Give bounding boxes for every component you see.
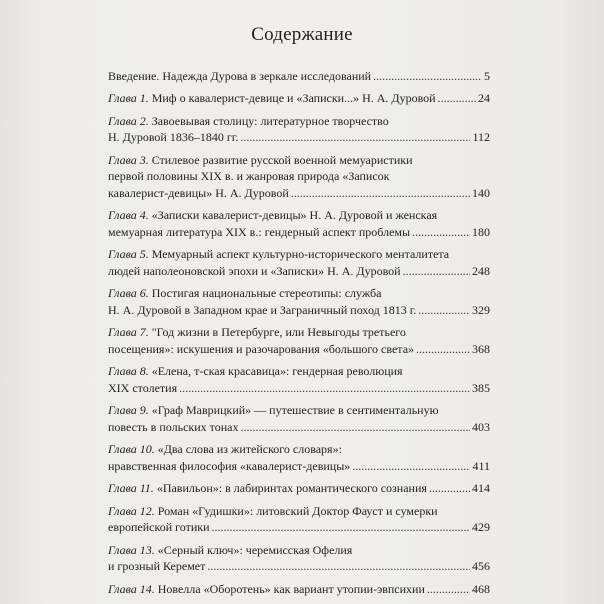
table-of-contents	[108, 68, 490, 603]
toc-entry	[108, 324, 490, 357]
chapter-label: Глава 11.	[108, 481, 154, 496]
entry-title-text: «Серный ключ»: черемисская Офелия	[154, 542, 353, 557]
chapter-label: Глава 10.	[108, 442, 155, 457]
toc-entry-line	[108, 324, 490, 341]
page-number: 456	[472, 559, 490, 574]
toc-entry-line	[108, 207, 490, 224]
chapter-label: Глава 2.	[108, 113, 149, 128]
dot-leader	[427, 581, 470, 598]
dot-leader	[352, 458, 470, 475]
entry-title-text: Завоевывая столицу: литературное творчество	[148, 113, 389, 128]
toc-entry	[108, 441, 490, 474]
page-number: 248	[472, 263, 490, 278]
dot-leader	[438, 90, 476, 107]
toc-entry-line	[108, 185, 490, 202]
entry-title-text: XIX столетия	[108, 380, 178, 395]
toc-entry	[108, 480, 490, 497]
entry-title-text: мемуарная литература XIX в.: гендерный аспект проблемы	[108, 224, 411, 239]
entry-title-text: европейской готики	[108, 520, 210, 535]
entry-title-text: Новелла «Оборотень» как вариант утопии-эвпсихии	[154, 581, 425, 596]
toc-entry-line	[108, 263, 490, 280]
page-number: 368	[472, 341, 490, 356]
chapter-label: Глава 5.	[108, 247, 149, 262]
entry-title-text: посещения»: искушения и разочарования «большого света»	[108, 341, 415, 356]
entry-title-text: «Граф Маврицкий» — путешествие в сентиментальную	[148, 403, 439, 418]
entry-title-text: Роман «Гудишки»: литовский Доктор Фауст и сумерки	[154, 503, 438, 518]
page-title: Содержание	[251, 24, 353, 45]
toc-entry-line	[108, 558, 490, 575]
dot-leader	[418, 302, 470, 319]
toc-entry-line	[108, 480, 490, 497]
toc-entry-line	[108, 341, 490, 358]
entry-title-text: людей наполеоновской эпохи и «Записки» Н. А. Дуровой	[108, 263, 401, 278]
chapter-label: Глава 3.	[108, 152, 149, 167]
toc-entry-line	[108, 224, 490, 241]
entry-title-text: повесть в польских тонах	[108, 419, 239, 434]
toc-entry	[108, 581, 490, 598]
entry-title-text: Н. А. Дуровой в Западном крае и Заграничный поход 1813 г.	[108, 302, 417, 317]
toc-entry-line	[108, 285, 490, 302]
toc-entry-line	[108, 380, 490, 397]
toc-entry-line	[108, 68, 490, 85]
entry-title-text: Миф о кавалерист-девице и «Записки...» Н. А. Дуровой	[148, 91, 436, 106]
toc-entry	[108, 152, 490, 202]
chapter-label: Глава 13.	[108, 542, 155, 557]
dot-leader	[291, 185, 470, 202]
toc-entry	[108, 363, 490, 396]
entry-title-text: «Павильон»: в лабиринтах романтического сознания	[153, 481, 427, 496]
page-number: 468	[472, 581, 490, 596]
entry-title-text: и грозный Керемет	[108, 559, 206, 574]
toc-entry	[108, 90, 490, 107]
chapter-label: Глава 4.	[108, 208, 149, 223]
toc-entry-line	[108, 113, 490, 130]
entry-title-text: Н. Дуровой 1836–1840 гг.	[108, 130, 239, 145]
chapter-label: Глава 14.	[108, 581, 155, 596]
toc-entry-line	[108, 246, 490, 263]
toc-entry-line	[108, 419, 490, 436]
dot-leader	[207, 558, 470, 575]
page-number: 403	[472, 419, 490, 434]
toc-entry	[108, 207, 490, 240]
dot-leader	[212, 519, 470, 536]
entry-title-text: "Год жизни в Петербурге, или Невыгоды третьего	[148, 325, 406, 340]
entry-title-text: первой половины XIX в. и жанровая природа «Записок	[108, 169, 390, 184]
toc-entry-line	[108, 363, 490, 380]
toc-entry-line	[108, 441, 490, 458]
toc-entry	[108, 246, 490, 279]
dot-leader	[373, 68, 482, 85]
entry-title-text: Стилевое развитие русской военной мемуаристики	[148, 152, 413, 167]
dot-leader	[403, 263, 470, 280]
page-number: 385	[472, 380, 490, 395]
chapter-label: Глава 6.	[108, 286, 149, 301]
chapter-label: Глава 12.	[108, 503, 155, 518]
toc-entry-line	[108, 503, 490, 520]
toc-entry-line	[108, 152, 490, 169]
page-number: 140	[472, 185, 490, 200]
page-number: 414	[472, 481, 490, 496]
toc-entry	[108, 68, 490, 85]
dot-leader	[416, 341, 470, 358]
entry-title-text: Введение. Надежда Дурова в зеркале исследований	[108, 69, 372, 83]
chapter-label: Глава 1.	[108, 91, 149, 106]
toc-entry	[108, 285, 490, 318]
toc-entry	[108, 402, 490, 435]
entry-title-text: «Записки кавалерист-девицы» Н. А. Дуровой и женская	[148, 208, 438, 223]
dot-leader	[179, 380, 470, 397]
dot-leader	[241, 419, 471, 436]
chapter-label: Глава 9.	[108, 403, 149, 418]
toc-entry-line	[108, 168, 490, 185]
dot-leader	[429, 480, 470, 497]
toc-entry-line	[108, 402, 490, 419]
chapter-label: Глава 7.	[108, 325, 149, 340]
toc-entry-line	[108, 129, 490, 146]
entry-title-text: Постигая национальные стереотипы: служба	[148, 286, 382, 301]
dot-leader	[240, 129, 470, 146]
toc-entry	[108, 503, 490, 536]
entry-title-text: «Два слова из житейского словаря»:	[154, 442, 342, 457]
entry-title-text: Мемуарный аспект культурно-исторического менталитета	[148, 247, 450, 262]
page-number: 180	[472, 224, 490, 239]
toc-entry-line	[108, 458, 490, 475]
entry-title-text: нравственная философия «кавалерист-девицы»	[108, 458, 351, 473]
page-number: 24	[478, 91, 490, 106]
toc-entry-line	[108, 519, 490, 536]
dot-leader	[412, 224, 470, 241]
page-number: 5	[484, 69, 490, 83]
toc-entry-line	[108, 90, 490, 107]
toc-entry-line	[108, 542, 490, 559]
toc-entry-line	[108, 581, 490, 598]
toc-entry	[108, 542, 490, 575]
page-number: 329	[472, 302, 490, 317]
entry-title-text: «Елена, т-ская красавица»: гендерная революция	[148, 364, 403, 379]
entry-title-text: кавалерист-девицы» Н. А. Дуровой	[108, 185, 289, 200]
chapter-label: Глава 8.	[108, 364, 149, 379]
toc-entry-line	[108, 302, 490, 319]
toc-entry	[108, 113, 490, 146]
page-number: 411	[472, 458, 490, 473]
page-number: 112	[472, 130, 490, 145]
page-number: 429	[472, 520, 490, 535]
